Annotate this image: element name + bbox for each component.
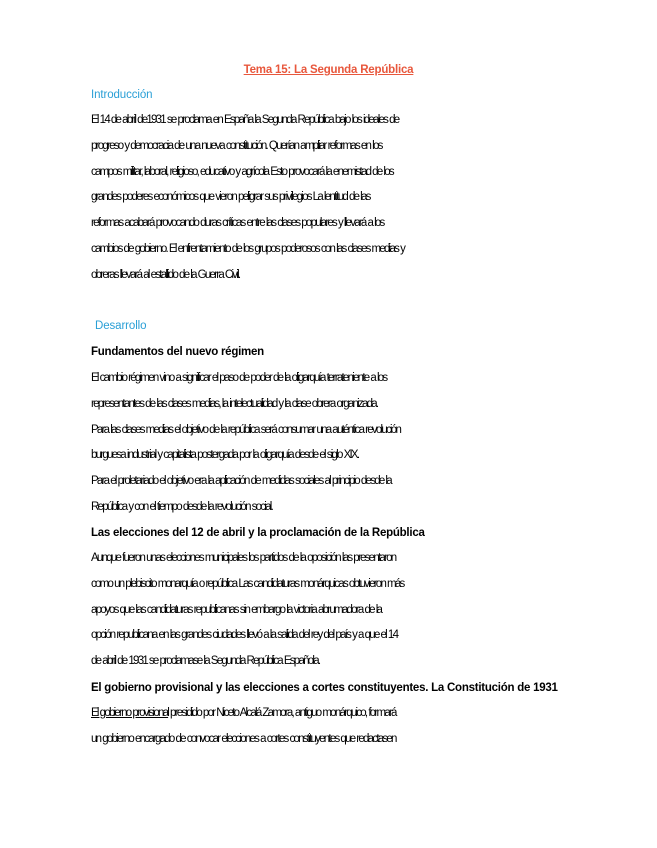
paragraph-line: Aunque fueron unas elecciones municipales los partidos de la oposición las presentaron	[91, 552, 396, 564]
line-rest: presidido por Niceto Alcalá Zamora, antiguo monárquico, formará	[168, 707, 396, 719]
section-heading-desarrollo: Desarrollo	[95, 320, 147, 332]
paragraph-line: grandes poderes económicos que vieron peligrar sus privilegios La lentitud de las	[91, 191, 370, 204]
paragraph-line: progreso y democracia de una nueva constitución. Querían ampliar reformas en los	[91, 139, 382, 152]
section-heading-introduccion: Introducción	[91, 89, 153, 101]
subheading-elecciones: Las elecciones del 12 de abril y la proclamación de la República	[91, 527, 425, 539]
paragraph-line: cambios de gobierno. El enfrentamiento de los grupos poderosos con las clases medias y	[91, 242, 405, 255]
subheading-fundamentos: Fundamentos del nuevo régimen	[91, 346, 264, 358]
paragraph-line: El 14 de abril de1931 se proclama en España la Segunda República bajo los ideales de	[91, 114, 399, 126]
paragraph-line: obreras llevará al estallido de la Guerra Civil.	[91, 268, 240, 281]
gobierno-paragraph	[91, 701, 571, 753]
fundamentos-paragraph	[91, 366, 571, 521]
paragraph-line: representantes de las clases medias, la intelectualidad y la clase obrera organizada.	[91, 397, 378, 410]
intro-paragraph	[91, 108, 571, 289]
subheading-gobierno-provisional: El gobierno provisional y las elecciones a cortes constituyentes. La Constitución de 1931	[91, 682, 558, 694]
underlined-term: El gobierno provisional	[91, 707, 169, 719]
paragraph-line: República y con el tiempo desde la revolución social.	[91, 500, 273, 513]
elecciones-paragraph	[91, 546, 571, 675]
document-title: Tema 15: La Segunda República	[243, 64, 414, 76]
paragraph-line: Para las clases medias el objetivo de la república será consumar una auténtica revolución	[91, 423, 401, 436]
paragraph-line: reformas acabará provocando duras críticas entre las clases populares y llevará a los	[91, 217, 384, 230]
paragraph-line: burguesa industrial y capitalista postergada por la oligarquía desde el siglo XIX.	[91, 449, 359, 462]
paragraph-line: apoyos que las candidaturas republicanas sin embargo la victoria abrumadora de la	[91, 603, 382, 616]
paragraph-line: Para el proletariado el objetivo era la aplicación de medidas sociales al principio desde la	[91, 475, 391, 488]
paragraph-line: de abril de 1931 se proclamase la Segunda República Española.	[91, 655, 320, 668]
paragraph-line: El cambio régimen vino a significar el paso de poder de la oligarquía terrateniente a los	[91, 372, 387, 384]
paragraph-line: campos militar, laboral, religioso, educativo y agrícola Esto provocará la enemistad de los	[91, 165, 393, 178]
paragraph-line: como un plebiscito monarquía o república Las candidaturas monárquicas obtuvieron más	[91, 577, 404, 590]
paragraph-line	[91, 701, 571, 727]
paragraph-line: opción republicana en las grandes ciudades llevó a la salida del rey del país y a que el 14	[91, 629, 398, 642]
paragraph-line: un gobierno encargado de convocar elecciones a cortes constituyentes que redactasen	[91, 732, 396, 745]
